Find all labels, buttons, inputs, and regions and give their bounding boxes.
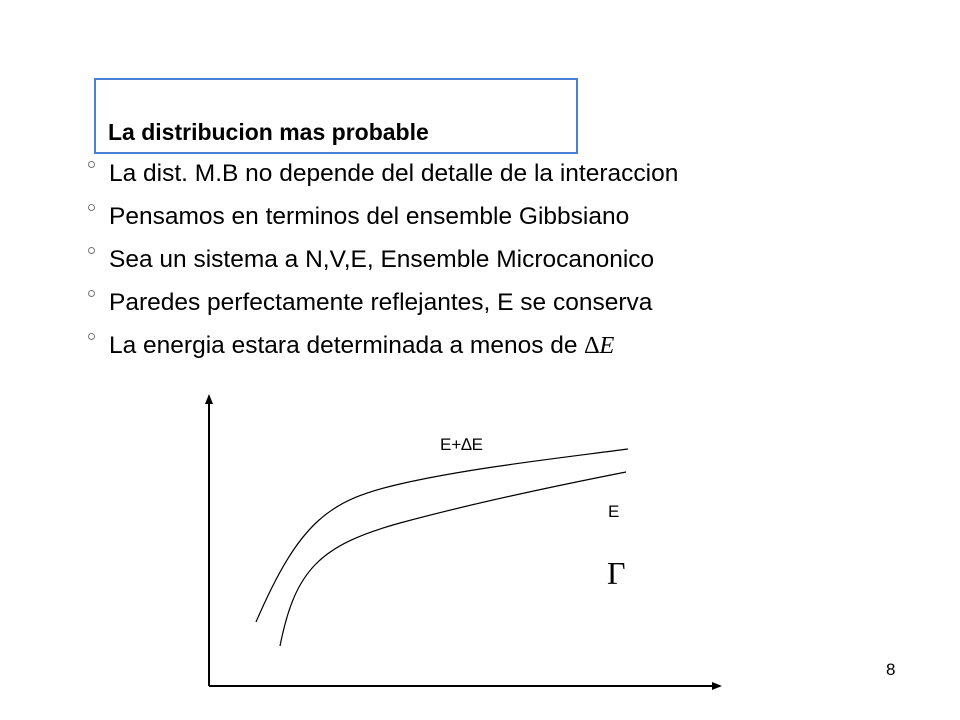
bullet-text: Pensamos en terminos del ensemble Gibbsiano xyxy=(109,203,630,230)
bullet-text: La energia estara determinada a menos de xyxy=(109,332,585,359)
bullet-text: Paredes perfectamente reflejantes, E se conserva xyxy=(109,289,653,316)
upper-curve-label: E+∆E xyxy=(440,435,484,454)
delta-symbol: ∆ xyxy=(584,332,600,359)
lower-curve-label: E xyxy=(608,502,620,521)
slide-number: 8 xyxy=(886,660,896,679)
slide-title: La distribucion mas probable xyxy=(108,119,429,145)
bullet-text: Sea un sistema a N,V,E, Ensemble Microcanonico xyxy=(109,246,655,273)
bullet-text: La dist. M.B no depende del detalle de la interaccion xyxy=(109,160,679,187)
gamma-region-label: Γ xyxy=(607,555,626,591)
energy-variable: E xyxy=(599,332,615,359)
lower-energy-curve xyxy=(280,472,626,646)
upper-energy-curve xyxy=(256,449,628,622)
